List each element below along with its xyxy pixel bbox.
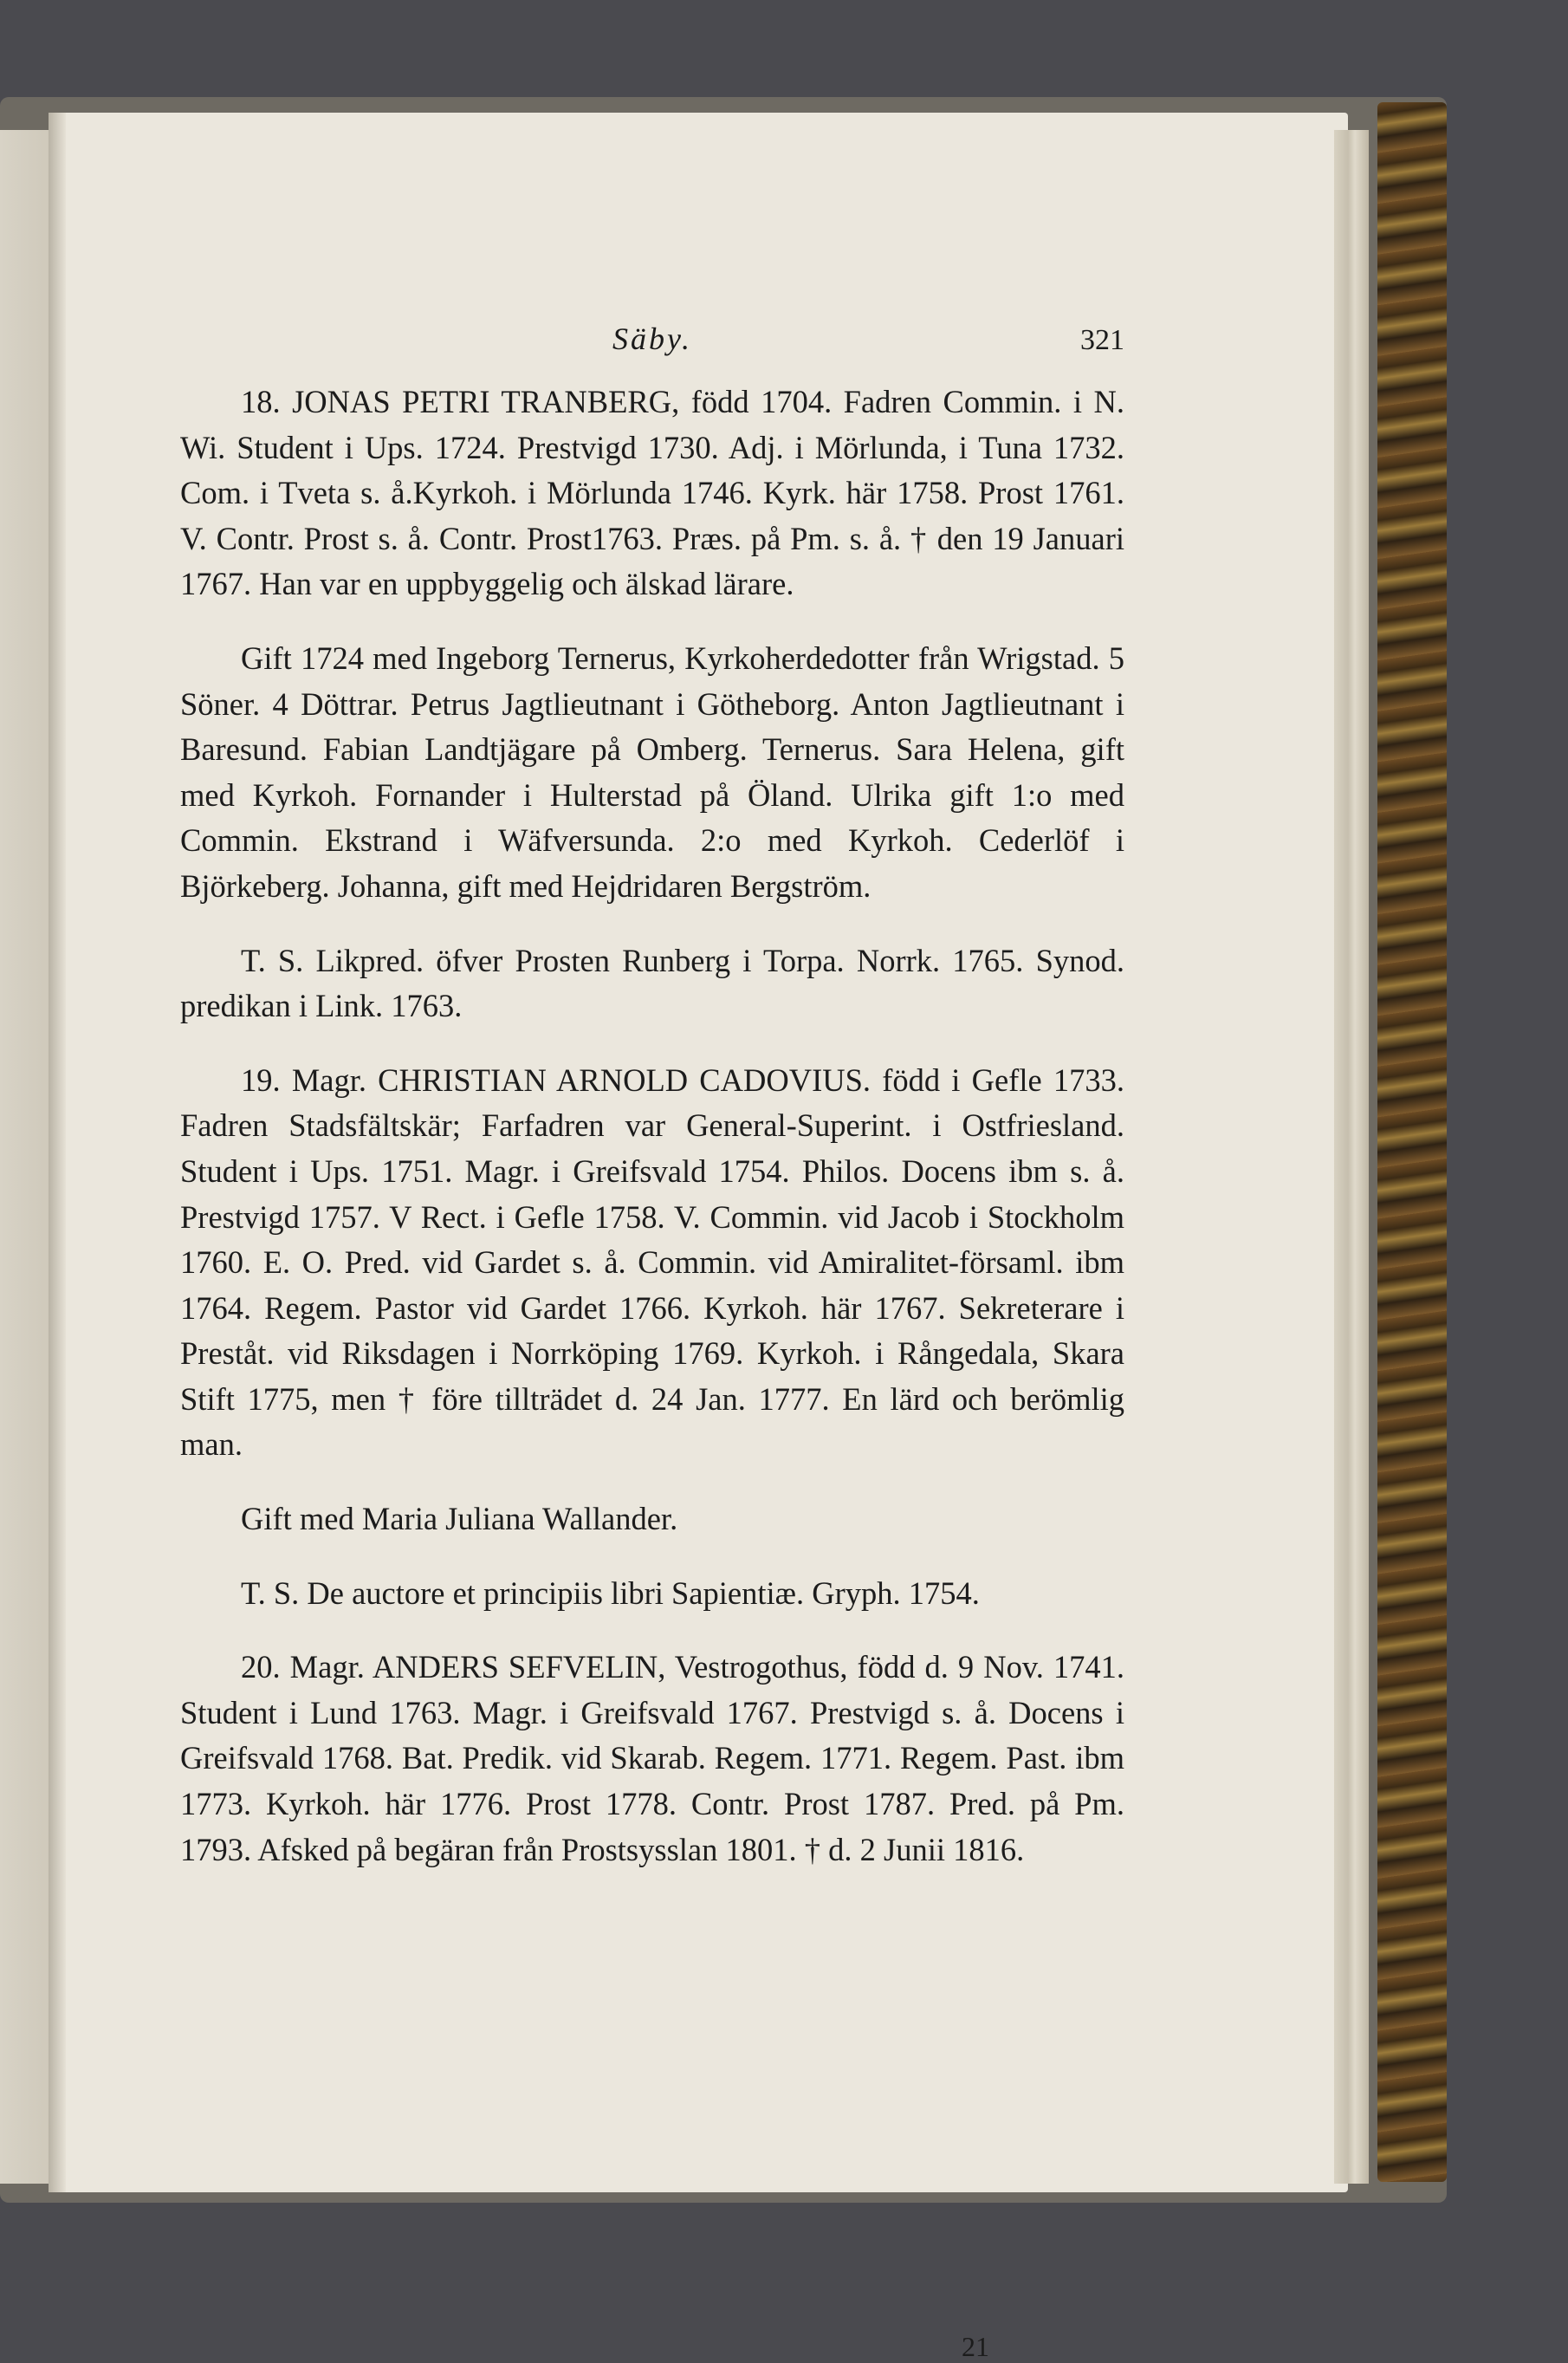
running-head: Säby. — [612, 321, 692, 356]
paragraph-entry-19: 19. Magr. CHRISTIAN ARNOLD CADOVIUS. född i Gefle 1733. Fadren Stadsfältskär; Farfadren var General-Superint. i Ostfriesland. Student i Ups. 1751. Magr. i Greifsvald 1754. Philos. Docens ibm s. å. Prestvigd 1757. V Rect. i Gefle 1758. V. Commin. vid Jacob i Stockholm 1760. E. O. Pred. vid Gardet s. å. Commin. vid Amiralitet-församl. ibm 1764. Regem. Pastor vid Gardet 1766. Kyrkoh. här 1767. Sekreterare i Preståt. vid Riksdagen i Norrköping 1769. Kyrkoh. i Rångedala, Skara Stift 1775, men † före tillträdet d. 24 Jan. 1777. En lärd och berömlig man. — [180, 1061, 1124, 1463]
paragraph-entry-18: 18. JONAS PETRI TRANBERG, född 1704. Fadren Commin. i N. Wi. Student i Ups. 1724. Prestvigd 1730. Adj. i Mörlunda, i Tuna 1732. Com. i Tveta s. å.Kyrkoh. i Mörlunda 1746. Kyrk. här 1758. Prost 1761. V. Contr. Prost s. å. Contr. Prost1763. Præs. på Pm. s. å. † den 19 Januari 1767. Han var en uppbyggelig och älskad lärare. — [180, 384, 1124, 602]
page-stack-edge — [1334, 130, 1369, 2184]
paragraph-writings-18: T. S. Likpred. öfver Prosten Runberg i Torpa. Norrk. 1765. Synod. predikan i Link. 1763. — [180, 942, 1124, 1024]
paragraph-writings-19: T. S. De auctore et principiis libri Sapientiæ. Gryph. 1754. — [241, 1574, 980, 1611]
paragraph-marriage-18: Gift 1724 med Ingeborg Ternerus, Kyrkoherdedotter från Wrigstad. 5 Söner. 4 Döttrar. Petrus Jagtlieutnant i Götheborg. Anton Jagtlieutnant i Baresund. Fabian Landtjägare på Omberg. Ternerus. Sara Helena, gift med Kyrkoh. Fornander i Hulterstad på Öland. Ulrika gift 1:o med Commin. Ekstrand i Wäfversunda. 2:o med Kyrkoh. Cederlöf i Björkeberg. Johanna, gift med Hejdridaren Bergström. — [180, 639, 1124, 904]
signature-mark: 21 — [962, 2331, 989, 2362]
page-number: 321 — [1080, 324, 1124, 356]
paragraph-entry-20: 20. Magr. ANDERS SEFVELIN, Vestrogothus, född d. 9 Nov. 1741. Student i Lund 1763. Magr. i Greifsvald 1767. Prestvigd s. å. Docens i Greifsvald 1768. Bat. Predik. vid Skarab. Regem. 1771. Regem. Past. ibm 1773. Kyrkoh. här 1776. Prost 1778. Contr. Prost 1787. Pred. på Pm. 1793. Afsked på begäran från Prostsysslan 1801. † d. 2 Junii 1816. — [180, 1649, 1124, 1867]
facing-page-edge — [0, 130, 49, 2184]
page-gutter — [49, 113, 66, 2192]
body-text — [180, 380, 1124, 1873]
book-spine — [1377, 102, 1447, 2182]
paragraph-marriage-19: Gift med Maria Juliana Wallander. — [241, 1501, 678, 1537]
page-header — [180, 321, 1124, 364]
